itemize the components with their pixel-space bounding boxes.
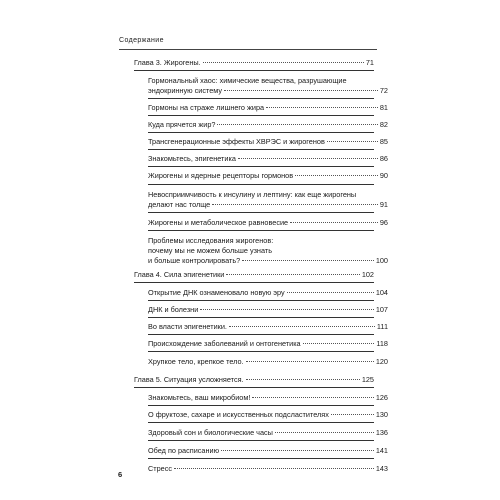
toc-entry-title: Невосприимчивость к инсулину и лептину: как еще жирогены [148, 190, 357, 199]
toc-entry-page: 72 [379, 86, 388, 95]
toc-entry-title: Открытие ДНК ознаменовало новую эру [148, 288, 285, 297]
toc-chapter [134, 58, 374, 68]
toc-entry-page: 141 [375, 446, 388, 455]
dot-leader [287, 292, 374, 293]
separator-rule [148, 405, 374, 406]
dot-leader [295, 175, 378, 176]
toc-entry-title: Проблемы исследования жирогенов: [148, 236, 274, 245]
toc-entry [134, 137, 388, 147]
dot-leader [266, 107, 378, 108]
toc-entry-title: Гормоны на страже лишнего жира [148, 103, 265, 112]
toc-entry-page: 126 [375, 393, 388, 402]
separator-rule [148, 317, 374, 318]
toc-entry [134, 305, 388, 315]
toc-entry [134, 190, 388, 210]
toc-entry-title: Гормональный хаос: химические вещества, разрушающие [148, 76, 347, 85]
toc-entry [134, 393, 388, 403]
toc-entry-page: 100 [375, 256, 388, 265]
dot-leader [246, 361, 374, 362]
toc-entry [134, 339, 388, 349]
page-number: 6 [118, 470, 123, 479]
separator-rule [148, 422, 374, 423]
dot-leader [226, 274, 359, 275]
toc-entry [134, 322, 388, 332]
separator-rule [148, 300, 374, 301]
running-header [119, 29, 377, 50]
toc-entry-title: Глава 4. Сила эпигенетики [134, 270, 225, 279]
toc-entry [134, 357, 388, 367]
toc-entry-title: Жирогены и ядерные рецепторы гормонов [148, 171, 294, 180]
toc-entry-page: 90 [379, 171, 388, 180]
toc-entry [134, 154, 388, 164]
toc-entry-title: Происхождение заболеваний и онтогенетика [148, 339, 301, 348]
toc-entry-title: О фруктозе, сахаре и искусственных подсластителях [148, 410, 329, 419]
separator-rule [148, 166, 374, 167]
dot-leader [203, 62, 364, 63]
toc-entry-title: Обед по расписанию [148, 446, 220, 455]
dot-leader [224, 90, 378, 91]
toc-chapter [134, 270, 374, 280]
toc-entry-title: Куда прячется жир? [148, 120, 216, 129]
running-header-title: Содержание [119, 37, 164, 44]
toc-entry-title: эндокринную систему [148, 86, 223, 95]
separator-rule [148, 184, 374, 185]
toc-entry-title: Здоровый сон и биологические часы [148, 428, 273, 437]
toc-entry-page: 104 [375, 288, 388, 297]
toc-entry-title: Знакомьтесь, ваш микробиом! [148, 393, 251, 402]
toc-entry-title: делают нас толще [148, 200, 211, 209]
separator-rule [148, 230, 374, 231]
toc-entry-title: Трансгенерационные эффекты ХВРЭС и жирогенов [148, 137, 325, 146]
toc-entry-title: ДНК и болезни [148, 305, 199, 314]
toc-entry-page: 85 [379, 137, 388, 146]
toc-entry [134, 236, 388, 266]
toc-entry-page: 102 [361, 270, 374, 279]
toc-chapter [134, 375, 374, 385]
toc-entry-page: 82 [379, 120, 388, 129]
toc-entry-title: Хрупкое тело, крепкое тело. [148, 357, 244, 366]
dot-leader [303, 343, 375, 344]
separator-rule [148, 458, 374, 459]
separator-rule [148, 334, 374, 335]
toc-entry-title: Стресс [148, 464, 173, 473]
dot-leader [275, 432, 374, 433]
toc-entry-title: Глава 3. Жирогены. [134, 58, 201, 67]
toc-entry-page: 125 [361, 375, 374, 384]
toc-entry-page: 71 [365, 58, 374, 67]
dot-leader [221, 450, 374, 451]
separator-rule [148, 351, 374, 352]
toc-entry [134, 171, 388, 181]
separator-rule [148, 115, 374, 116]
separator-rule [148, 149, 374, 150]
toc-entry [134, 288, 388, 298]
toc-entry-title: почему мы не можем больше узнать [148, 246, 273, 255]
toc-entry-page: 130 [375, 410, 388, 419]
toc-entry [134, 410, 388, 420]
toc-entry-page: 81 [379, 103, 388, 112]
toc-entry-page: 120 [375, 357, 388, 366]
toc-entry [134, 120, 388, 130]
dot-leader [252, 397, 373, 398]
toc-entry [134, 76, 388, 96]
toc-entry-title: Глава 5. Ситуация усложняется. [134, 375, 244, 384]
separator-rule [134, 282, 374, 283]
toc-entry-title: Жирогены и метаболическое равновесие [148, 218, 289, 227]
separator-rule [134, 387, 374, 388]
toc-entry-page: 91 [379, 200, 388, 209]
dot-leader [242, 260, 374, 261]
separator-rule [148, 440, 374, 441]
toc-entry-page: 96 [379, 218, 388, 227]
toc-entry-page: 143 [375, 464, 388, 473]
toc-entry [134, 446, 388, 456]
dot-leader [217, 124, 377, 125]
toc-entry-page: 136 [375, 428, 388, 437]
toc-entry-title: Знакомьтесь, эпигенетика [148, 154, 236, 163]
toc-entry [134, 103, 388, 113]
toc-entry-page: 111 [376, 322, 388, 331]
dot-leader [238, 158, 378, 159]
separator-rule [134, 70, 374, 71]
dot-leader [212, 204, 378, 205]
toc-entry [134, 464, 388, 474]
dot-leader [200, 309, 374, 310]
toc-entry-page: 107 [375, 305, 388, 314]
toc-entry-page: 86 [379, 154, 388, 163]
dot-leader [229, 326, 375, 327]
toc-entry-title: и больше контролировать? [148, 256, 241, 265]
dot-leader [290, 222, 378, 223]
dot-leader [174, 468, 374, 469]
toc-entry-title: Во власти эпигенетики. [148, 322, 227, 331]
toc-entry-page: 118 [376, 339, 388, 348]
dot-leader [331, 414, 374, 415]
toc-entry [134, 218, 388, 228]
toc-entry [134, 428, 388, 438]
separator-rule [148, 212, 374, 213]
dot-leader [246, 379, 360, 380]
separator-rule [148, 98, 374, 99]
separator-rule [148, 132, 374, 133]
dot-leader [327, 141, 378, 142]
